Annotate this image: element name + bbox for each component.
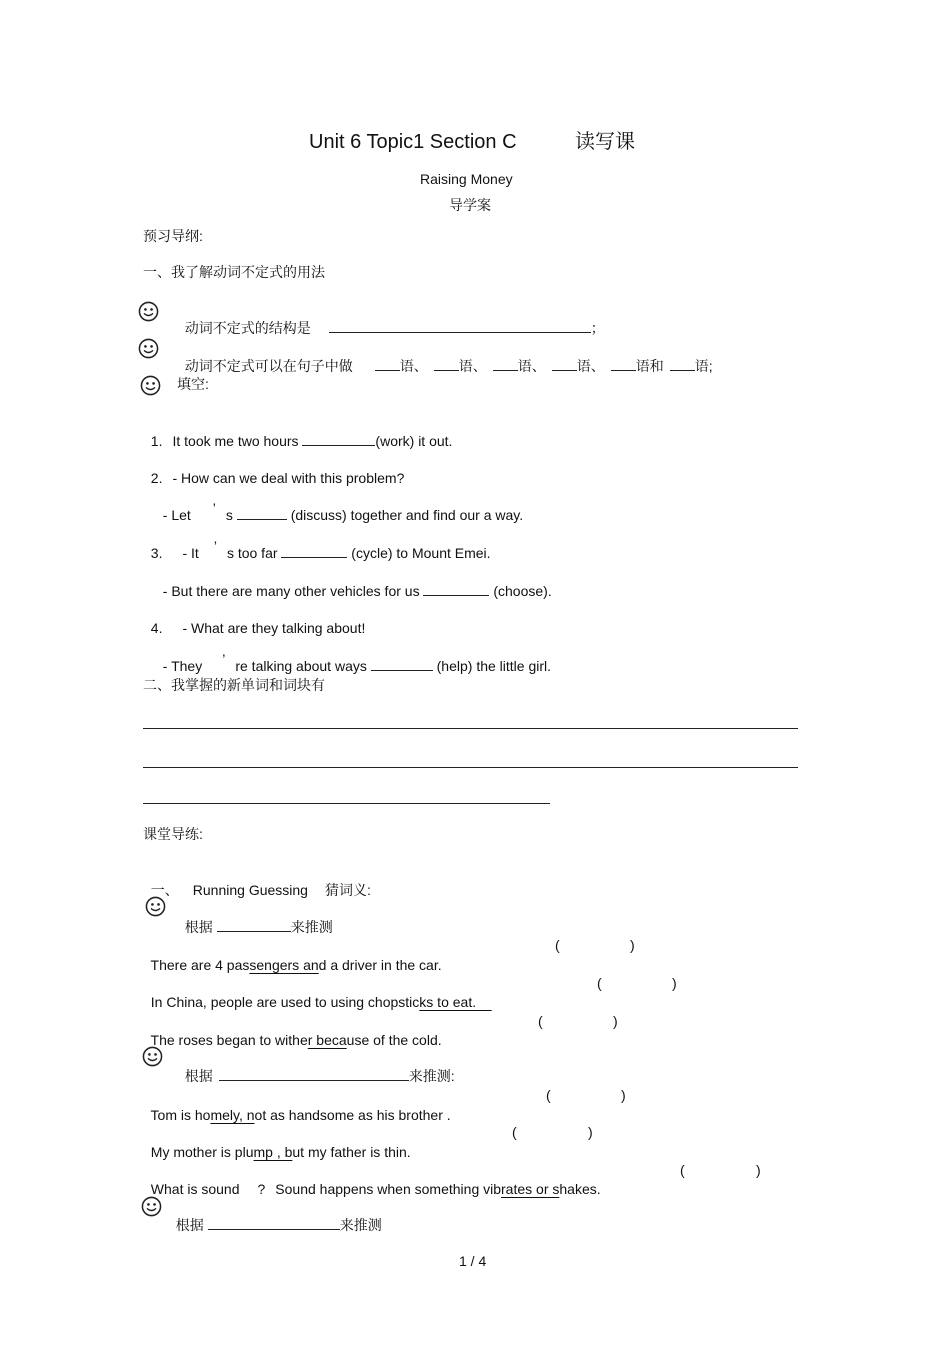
smiley-icon bbox=[142, 1046, 163, 1067]
close-paren: ) bbox=[588, 1124, 593, 1140]
structure-item: 动词不定式的结构是 ； bbox=[184, 320, 605, 336]
sentence-1: There are 4 passengers and a driver in the car. bbox=[150, 957, 442, 973]
subtitle-cn: 导学案 bbox=[449, 197, 491, 213]
question-4: 4. - What are they talking about! bbox=[150, 620, 366, 636]
part2-heading: 二、我掌握的新单词和词块有 bbox=[143, 677, 325, 693]
page-title-cn: 读写课 bbox=[575, 131, 635, 153]
answer-line[interactable] bbox=[143, 728, 798, 729]
blank[interactable] bbox=[493, 357, 518, 371]
blank[interactable] bbox=[552, 357, 577, 371]
sentence-4: Tom is homely, not as handsome as his brother . bbox=[150, 1107, 451, 1123]
close-paren: ) bbox=[672, 975, 677, 991]
question-3: 3. - It ’ s too far (cycle) to Mount Emei. bbox=[150, 538, 491, 561]
open-paren: ( bbox=[512, 1124, 517, 1140]
smiley-icon bbox=[140, 375, 161, 396]
blank[interactable] bbox=[423, 582, 489, 596]
blank[interactable] bbox=[371, 657, 433, 671]
question-2-line-2: - Let ’ s (discuss) together and find our a way. bbox=[162, 500, 524, 523]
question-1: 1. It took me two hours (work) it out. bbox=[150, 433, 453, 449]
open-paren: ( bbox=[538, 1013, 543, 1029]
sentence-3: The roses began to wither because of the cold. bbox=[150, 1032, 442, 1048]
close-paren: ) bbox=[756, 1162, 761, 1178]
subtitle: Raising Money bbox=[420, 171, 513, 187]
open-paren: ( bbox=[680, 1162, 685, 1178]
preview-heading: 预习导纲: bbox=[143, 228, 203, 244]
roles-item: 动词不定式可以在句子中做 语、 语、 语、 语、 语和 语; bbox=[184, 358, 713, 374]
blank[interactable] bbox=[217, 918, 291, 932]
part1-heading: 一、我了解动词不定式的用法 bbox=[143, 264, 325, 280]
close-paren: ) bbox=[621, 1087, 626, 1103]
sentence-5: My mother is plump , but my father is thin. bbox=[150, 1144, 411, 1160]
running-guessing-heading: 一、 Running Guessing 猜词义: bbox=[150, 882, 371, 898]
question-4-line-2: - They ’ re talking about ways (help) the little girl. bbox=[162, 651, 552, 674]
blank[interactable] bbox=[219, 1067, 409, 1081]
answer-line[interactable] bbox=[143, 767, 798, 768]
blank[interactable] bbox=[329, 319, 591, 333]
smiley-icon bbox=[138, 301, 159, 322]
blank[interactable] bbox=[434, 357, 459, 371]
guess-hint-1: 根据 来推测 bbox=[184, 919, 333, 935]
page-title: Unit 6 Topic1 Section C bbox=[309, 131, 517, 153]
blank[interactable] bbox=[670, 357, 695, 371]
smiley-icon bbox=[145, 896, 166, 917]
open-paren: ( bbox=[597, 975, 602, 991]
question-3-line-2: - But there are many other vehicles for us (choose). bbox=[162, 583, 552, 599]
sentence-6: What is sound ? Sound happens when something vibrates or shakes. bbox=[150, 1181, 601, 1197]
blank[interactable] bbox=[302, 432, 375, 446]
open-paren: ( bbox=[546, 1087, 551, 1103]
open-paren: ( bbox=[555, 937, 560, 953]
blank[interactable] bbox=[208, 1216, 340, 1230]
sentence-2: In China, people are used to using chopsticks to eat. bbox=[150, 994, 492, 1010]
guess-hint-2: 根据 来推测: bbox=[184, 1068, 455, 1084]
guess-hint-3: 根据 来推测 bbox=[175, 1217, 382, 1233]
close-paren: ) bbox=[613, 1013, 618, 1029]
close-paren: ) bbox=[630, 937, 635, 953]
blank[interactable] bbox=[237, 506, 287, 520]
classroom-heading: 课堂导练: bbox=[143, 826, 203, 842]
page-number: 1 / 4 bbox=[459, 1253, 487, 1269]
question-2: 2. - How can we deal with this problem? bbox=[150, 470, 405, 486]
blank[interactable] bbox=[375, 357, 400, 371]
fill-item: 填空: bbox=[177, 376, 209, 392]
answer-line[interactable] bbox=[143, 803, 550, 804]
blank[interactable] bbox=[611, 357, 636, 371]
smiley-icon bbox=[138, 338, 159, 359]
smiley-icon bbox=[141, 1196, 162, 1217]
blank[interactable] bbox=[281, 544, 347, 558]
